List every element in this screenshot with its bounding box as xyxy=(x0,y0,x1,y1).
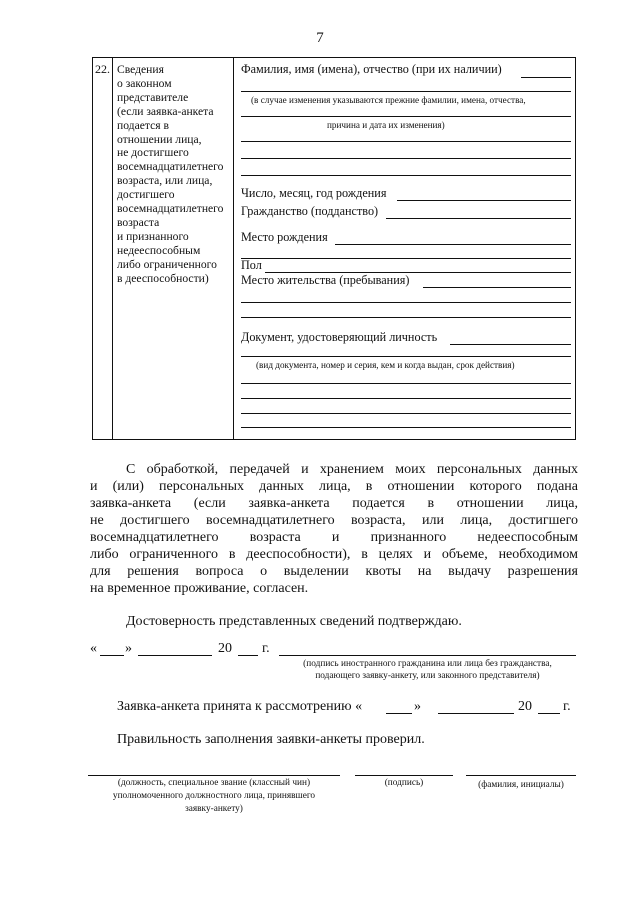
row-title-line: Сведения xyxy=(117,63,164,76)
previous-names-field[interactable] xyxy=(241,141,571,142)
row-title-line: представителе xyxy=(117,90,189,104)
row-number: 22. xyxy=(95,62,110,76)
full-name-label: Фамилия, имя (имена), отчество (при их наличии) xyxy=(241,62,502,76)
accepted-year-suffix: г. xyxy=(563,699,571,714)
row-title-line: подается в xyxy=(117,118,169,132)
row-title-line: либо ограниченного xyxy=(117,257,217,271)
previous-names-field[interactable] xyxy=(241,116,571,117)
consent-line: либо ограниченного в дееспособности), в целях и объеме, необходимом xyxy=(90,547,578,562)
citizenship-field[interactable] xyxy=(386,218,571,219)
row-title-line: восемнадцатилетнего xyxy=(117,202,224,216)
sex-label: Пол xyxy=(241,258,262,272)
page-number: 7 xyxy=(316,30,324,46)
signature-hint: (подпись иностранного гражданина или лица без гражданства, xyxy=(303,659,552,669)
document-details-field[interactable] xyxy=(241,383,571,384)
birth-date-field[interactable] xyxy=(397,200,571,201)
residence-field[interactable] xyxy=(241,302,571,303)
document-hint: (вид документа, номер и серия, кем и когда выдан, срок действия) xyxy=(256,360,515,370)
citizenship-label: Гражданство (подданство) xyxy=(241,204,379,218)
name-change-hint: (в случае изменения указываются прежние фамилии, имена, отчества, xyxy=(251,95,526,105)
consent-line: восемнадцатилетнего возраста и признанного недееспособным xyxy=(90,530,578,545)
accepted-text: Заявка-анкета принята к рассмотрению « xyxy=(117,699,363,714)
date-month-field[interactable] xyxy=(138,655,212,656)
full-name-field[interactable] xyxy=(521,77,571,78)
signature-hint: подающего заявку-анкету, или законного представителя) xyxy=(315,671,540,681)
birth-date-label: Число, месяц, год рождения xyxy=(241,186,387,200)
official-position-hint: заявку-анкету) xyxy=(185,804,243,814)
official-position-hint: (должность, специальное звание (классный чин) xyxy=(117,778,311,788)
row-title-line: отношении лица, xyxy=(117,132,202,146)
consent-line: для решения вопроса о выделении квоты на выдачу разрешения xyxy=(90,564,578,579)
row-title-line: в дееспособности) xyxy=(117,271,209,285)
identity-document-field[interactable] xyxy=(241,356,571,357)
row-title-line: возраста xyxy=(117,215,160,229)
previous-names-field[interactable] xyxy=(241,158,571,159)
birth-place-label: Место рождения xyxy=(241,230,328,244)
checked-text: Правильность заполнения заявки-анкеты проверил. xyxy=(117,732,425,747)
consent-line: С обработкой, передачей и хранением моих персональных данных xyxy=(126,462,578,477)
residence-label: Место жительства (пребывания) xyxy=(241,273,410,287)
official-name-field[interactable] xyxy=(466,775,576,776)
row-title-line: достигшего xyxy=(117,188,175,202)
row-title-line: и признанного xyxy=(117,229,189,243)
official-signature-field[interactable] xyxy=(355,775,453,776)
residence-field[interactable] xyxy=(423,287,571,288)
row-title xyxy=(117,63,237,286)
name-change-hint: причина и дата их изменения) xyxy=(327,120,445,130)
date-year-field[interactable] xyxy=(238,655,258,656)
residence-field[interactable] xyxy=(241,317,571,318)
confirm-text: Достоверность представленных сведений подтверждаю. xyxy=(126,614,462,629)
document-details-field[interactable] xyxy=(241,413,571,414)
date-year-suffix: г. xyxy=(262,641,270,656)
identity-document-field[interactable] xyxy=(450,344,571,345)
official-name-hint: (фамилия, инициалы) xyxy=(478,780,564,790)
accepted-month-field[interactable] xyxy=(438,713,514,714)
accepted-year-prefix: 20 xyxy=(518,699,532,714)
date-close-quote: » xyxy=(125,641,132,656)
previous-names-field[interactable] xyxy=(241,175,571,176)
row-title-line: недееспособным xyxy=(117,243,201,257)
accepted-year-field[interactable] xyxy=(538,713,560,714)
consent-paragraph xyxy=(90,461,578,597)
identity-document-label: Документ, удостоверяющий личность xyxy=(241,330,438,344)
column-divider xyxy=(112,58,113,439)
row-title-line: возраста, или лица, xyxy=(117,174,213,188)
applicant-signature-field[interactable] xyxy=(279,655,576,656)
row-title-line: восемнадцатилетнего xyxy=(117,160,224,174)
document-details-field[interactable] xyxy=(241,398,571,399)
date-day-field[interactable] xyxy=(100,655,124,656)
official-position-field[interactable] xyxy=(88,775,340,776)
date-year-prefix: 20 xyxy=(218,641,232,656)
accepted-day-field[interactable] xyxy=(386,713,412,714)
consent-line: заявка-анкета (если заявка-анкета подается в отношении лица, xyxy=(90,496,578,511)
birth-place-field[interactable] xyxy=(241,258,571,259)
consent-line: на временное проживание, согласен. xyxy=(90,581,309,596)
accepted-close-quote: » xyxy=(414,699,421,714)
row-title-line: о законном xyxy=(117,76,172,90)
date-open-quote: « xyxy=(90,641,97,656)
full-name-field[interactable] xyxy=(241,91,571,92)
birth-place-field[interactable] xyxy=(335,244,571,245)
consent-line: не достигшего восемнадцатилетнего возраста, или лица, достигшего xyxy=(90,513,578,528)
row-title-line: не достигшего xyxy=(117,146,189,160)
row-title-line: (если заявка-анкета xyxy=(117,104,214,118)
official-signature-hint: (подпись) xyxy=(384,778,424,788)
official-position-hint: уполномоченного должностного лица, принявшего xyxy=(112,791,316,801)
document-details-field[interactable] xyxy=(241,427,571,428)
legal-representative-table xyxy=(92,57,576,440)
consent-line: и (или) персональных данных лица, в отношении которого подана xyxy=(90,479,578,494)
